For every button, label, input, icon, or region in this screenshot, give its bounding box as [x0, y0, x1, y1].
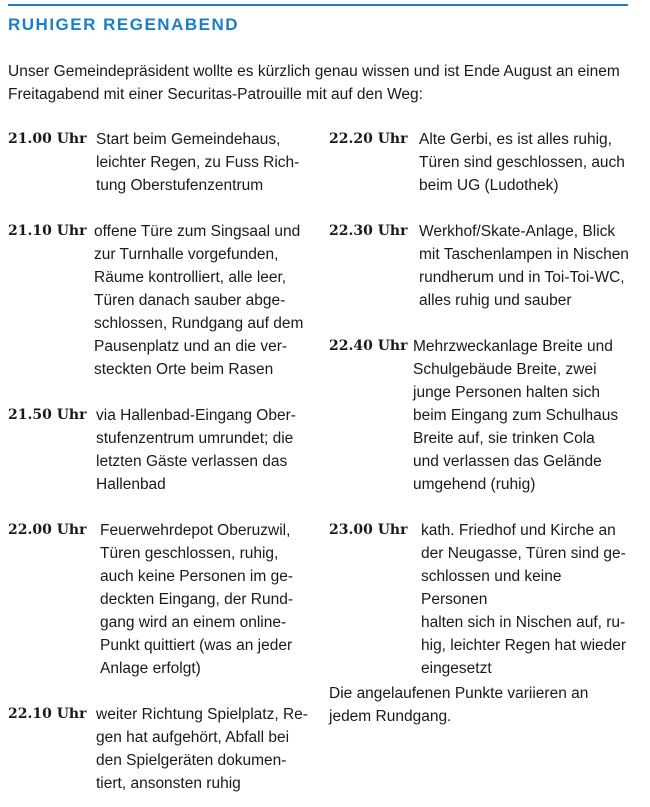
- entry-text: Alte Gerbi, es ist alles ruhig, Türen sind geschlossen, auch beim UG (Ludothek): [419, 131, 625, 194]
- timeline-left-column: [8, 128, 308, 795]
- timeline-right-column: [329, 128, 629, 680]
- timeline-entry: [329, 335, 629, 496]
- entry-time: 21.10 Uhr: [8, 223, 87, 239]
- entry-time: 21.50 Uhr: [8, 407, 87, 423]
- timeline-entry: [8, 128, 308, 197]
- article-title: RUHIGER REGENABEND: [8, 15, 240, 34]
- entry-time: 22.20 Uhr: [329, 131, 408, 147]
- entry-text: offene Türe zum Singsaal und zur Turnhalle vorgefunden, Räume kontrolliert, alle leer, Türen danach sauber abge- schlossen, Rundgang auf dem Pausenplatz und an die ver- steckten Orte beim Rasen: [94, 223, 304, 378]
- entry-time: 23.00 Uhr: [329, 522, 408, 538]
- entry-text: Start beim Gemeindehaus, leichter Regen, zu Fuss Rich- tung Oberstufenzentrum: [96, 131, 300, 194]
- entry-text: Feuerwehrdepot Oberuzwil, Türen geschlossen, ruhig, auch keine Personen im ge- deckten Eingang, der Rund- gang wird an einem online- Punkt quittiert (was an jeder Anlage erfolgt): [100, 522, 294, 677]
- timeline-entry: [8, 220, 308, 381]
- entry-text: Mehrzweckanlage Breite und Schulgebäude Breite, zwei junge Personen halten sich beim Eingang zum Schulhaus Breite auf, sie trinken Cola und verlassen das Gelände umgehend (ruhig): [413, 338, 619, 493]
- entry-time: 22.30 Uhr: [329, 223, 408, 239]
- entry-text: kath. Friedhof und Kirche an der Neugasse, Türen sind ge- schlossen und keine Personen halten sich in Nischen auf, ru- hig, leichter Regen hat wieder eingesetzt: [421, 522, 627, 677]
- entry-time: 22.00 Uhr: [8, 522, 87, 538]
- entry-text: weiter Richtung Spielplatz, Re- gen hat aufgehört, Abfall bei den Spielgeräten dokumen- tiert, ansonsten ruhig: [96, 706, 308, 792]
- timeline-entry: [329, 128, 629, 197]
- entry-text: Werkhof/Skate-Anlage, Blick mit Taschenlampen in Nischen rundherum und in Toi-Toi-WC, alles ruhig und sauber: [419, 223, 629, 309]
- timeline-entry: [329, 220, 629, 312]
- timeline-entry: [329, 519, 629, 680]
- timeline-entry: [8, 404, 308, 496]
- entry-text: via Hallenbad-Eingang Ober- stufenzentrum umrundet; die letzten Gäste verlassen das Hallenbad: [96, 407, 296, 493]
- intro-paragraph: Unser Gemeindepräsident wollte es kürzlich genau wissen und ist Ende August an einem Freitagabend mit einer Securitas-Patrouille mit auf den Weg:: [8, 63, 620, 103]
- entry-time: 22.40 Uhr: [329, 338, 408, 354]
- timeline-entry: [8, 519, 308, 680]
- entry-time: 21.00 Uhr: [8, 131, 87, 147]
- closing-note: Die angelaufenen Punkte variieren an jedem Rundgang.: [329, 685, 589, 725]
- article-heading: [8, 4, 628, 35]
- entry-time: 22.10 Uhr: [8, 706, 87, 722]
- timeline-entry: [8, 703, 308, 795]
